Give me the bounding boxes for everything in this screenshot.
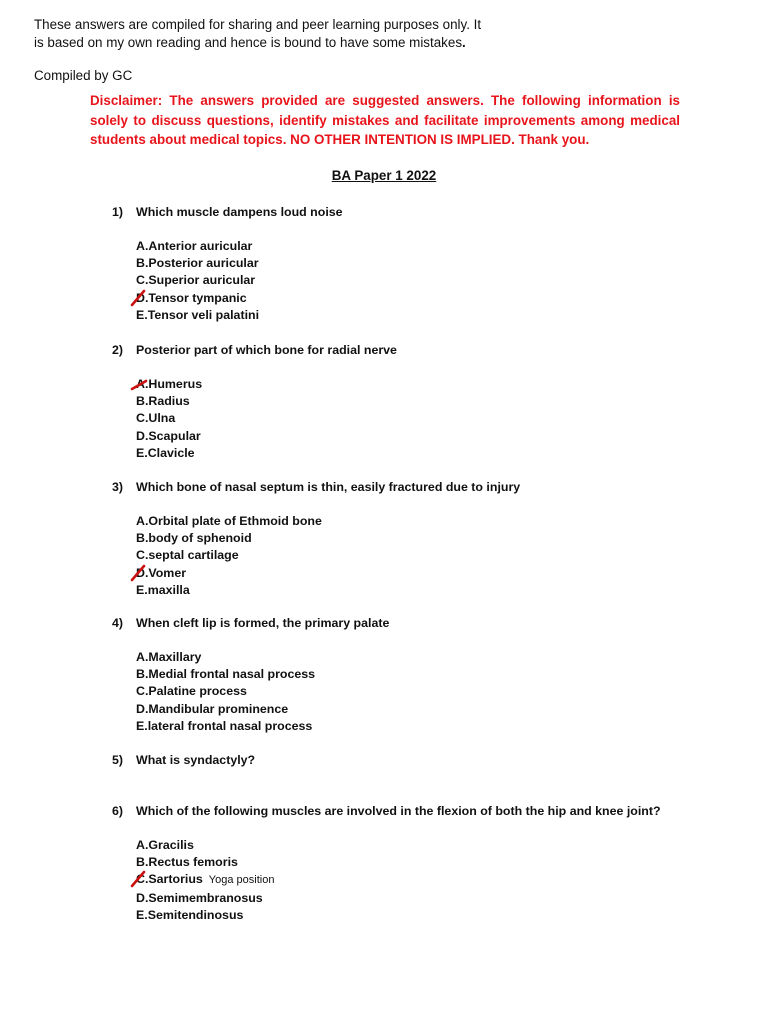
option-text: C.Sartorius xyxy=(136,872,203,887)
option: E.Semitendinosus xyxy=(136,907,244,922)
option-ticked xyxy=(136,565,322,582)
question-text: Which of the following muscles are involved in the flexion of both the hip and knee joint? xyxy=(136,804,661,818)
intro-note xyxy=(34,16,514,52)
option-ticked xyxy=(136,376,202,393)
question-number: 5) xyxy=(112,753,124,767)
option: A.Gracilis xyxy=(136,838,194,852)
option: E.maxilla xyxy=(136,582,190,597)
option: C.Superior auricular xyxy=(136,273,256,288)
option-text: D.Tensor tympanic xyxy=(136,290,247,305)
options-4 xyxy=(136,649,315,735)
option-ticked xyxy=(136,290,259,307)
question-number: 2) xyxy=(112,343,124,357)
options-1 xyxy=(136,238,259,324)
option: A.Orbital plate of Ethmoid bone xyxy=(136,514,322,528)
option: C.Palatine process xyxy=(136,684,247,699)
option-ticked xyxy=(136,871,274,889)
question-text: Which bone of nasal septum is thin, easily fractured due to injury xyxy=(136,480,521,494)
question-text: Which muscle dampens loud noise xyxy=(136,205,343,219)
option: E.lateral frontal nasal process xyxy=(136,718,313,733)
question-text: When cleft lip is formed, the primary palate xyxy=(136,616,390,630)
option: C.Ulna xyxy=(136,411,176,426)
option: A.Maxillary xyxy=(136,650,202,664)
handwritten-annotation: Yoga position xyxy=(208,874,275,887)
option: B.Rectus femoris xyxy=(136,855,238,870)
intro-line-2-text: is based on my own reading and hence is bound to have some mistakes xyxy=(34,35,463,50)
red-tick-icon xyxy=(130,869,156,889)
options-2 xyxy=(136,376,202,462)
question-number: 4) xyxy=(112,616,124,630)
question-number: 1) xyxy=(112,205,124,219)
option: A.Anterior auricular xyxy=(136,239,253,253)
intro-line-1: These answers are compiled for sharing and peer learning purposes only. It xyxy=(34,17,482,32)
option: D.Semimembranosus xyxy=(136,890,263,905)
question-number: 6) xyxy=(112,804,124,818)
question-number: 3) xyxy=(112,480,124,494)
option-text: A.Humerus xyxy=(136,377,203,391)
red-tick-icon xyxy=(130,563,156,583)
intro-line-2 xyxy=(34,34,514,52)
option: C.septal cartilage xyxy=(136,548,239,563)
option: D.Mandibular prominence xyxy=(136,701,289,716)
option: B.body of sphenoid xyxy=(136,531,252,546)
red-tick-icon xyxy=(130,288,156,308)
option: D.Scapular xyxy=(136,428,201,443)
compiled-by: Compiled by GC xyxy=(34,68,133,83)
option: B.Radius xyxy=(136,394,190,409)
intro-line-2-period: . xyxy=(462,35,466,50)
question-text: Posterior part of which bone for radial nerve xyxy=(136,343,397,357)
options-3 xyxy=(136,513,322,599)
option: B.Posterior auricular xyxy=(136,256,259,271)
red-tick-icon xyxy=(130,374,156,394)
option-text: D.Vomer xyxy=(136,565,187,580)
option: B.Medial frontal nasal process xyxy=(136,667,316,682)
page-title: BA Paper 1 2022 xyxy=(331,168,437,183)
options-6 xyxy=(136,837,274,924)
option: E.Tensor veli palatini xyxy=(136,307,260,322)
disclaimer: Disclaimer: The answers provided are suggested answers. The following information is solely to discuss questions, identify mistakes and facilitate improvements among medical students about medical topics. NO OTHER INTENTION IS IMPLIED. Thank you. xyxy=(90,93,680,147)
question-text: What is syndactyly? xyxy=(136,753,256,767)
option: E.Clavicle xyxy=(136,445,195,460)
